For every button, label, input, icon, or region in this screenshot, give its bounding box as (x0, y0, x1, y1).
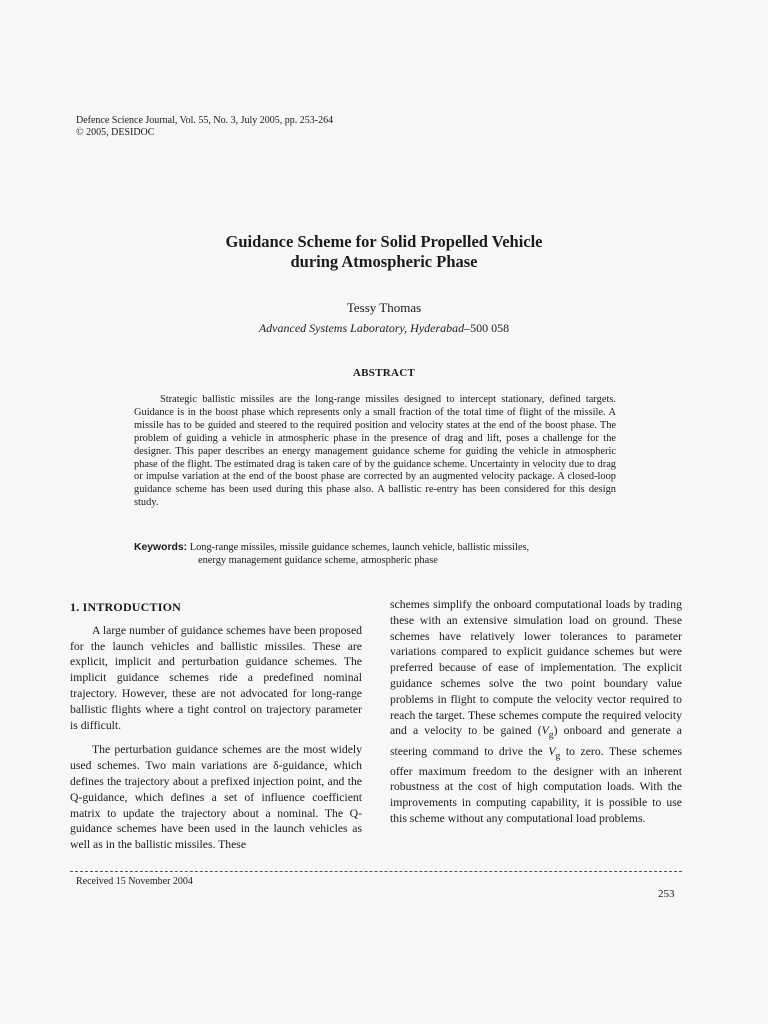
title-line-2: during Atmospheric Phase (290, 252, 478, 271)
abstract-heading: ABSTRACT (352, 367, 416, 379)
intro-paragraph-2: The perturbation guidance schemes are the most widely used schemes. Two main variations are δ-guidance, which defines the trajectory about a prefixed injection point, and the Q-guidance, which defines a set of influence coefficient matrix to update the trajectory about a nominal. The Q-guidance schemes have been used in the launch vehicles as well as in the ballistic missiles. These (70, 743, 362, 852)
journal-citation: Defence Science Journal, Vol. 55, No. 3, July 2005, pp. 253-264 (76, 115, 334, 126)
right-column (390, 597, 682, 836)
author-affiliation (0, 321, 768, 336)
abstract-text: Strategic ballistic missiles are the long-range missiles designed to intercept stationary, defined targets. Guidance is in the boost phase which represents only a small fraction of the total time of flight of the missile. A missile has to be guided and steered to the required position and velocity states at the end of the boost phase. The problem of guiding a vehicle in atmospheric phase in the presence of drag and lift, poses a challenge for the designer. This paper describes an energy management guidance scheme for guiding the vehicle in atmospheric phase of the flight. The estimated drag is taken care of by the guidance scheme. Uncertainty in velocity due to drag or impulse variation at the end of the boost phase are corrected by an augmented velocity package. A closed-loop guidance scheme has been used during this phase also. A ballistic re-entry has been considered for this design study. (134, 394, 616, 509)
paper-title (0, 232, 768, 272)
continued-text-part-1: schemes simplify the onboard computational loads by trading these with an extensive simulation load on ground. These schemes have relatively lower tolerances to parameter variations compared to explicit guidance schemes but were preferred because of ease of implementation. The explicit guidance schemes solve the two point boundary value problems in flight to compute the velocity vector required to reach the target. These schemes compute the required velocity and a velocity to be gained ( (390, 598, 682, 738)
affiliation-pin: 500 058 (470, 321, 510, 335)
keywords-block (134, 541, 616, 567)
continued-text-part-2: ) onboard and generate a steering command to drive the (390, 724, 682, 758)
received-date: Received 15 November 2004 (76, 876, 193, 887)
copyright-line: © 2005, DESIDOC (76, 127, 155, 138)
keywords-line-2: energy management guidance scheme, atmospheric phase (198, 555, 438, 566)
left-column (70, 600, 362, 862)
vg-subscript: g (548, 729, 554, 741)
journal-header (76, 115, 333, 139)
title-line-1: Guidance Scheme for Solid Propelled Vehicle (225, 232, 543, 251)
footer-divider (70, 871, 682, 872)
intro-paragraph-continued (390, 597, 682, 827)
keywords-line-1: Long-range missiles, missile guidance schemes, launch vehicle, ballistic missiles, (189, 542, 530, 553)
section-heading-introduction: 1. INTRODUCTION (70, 600, 182, 614)
keywords-label: Keywords: (134, 542, 188, 553)
vg-subscript-2: g (555, 749, 561, 761)
intro-paragraph-1: A large number of guidance schemes have been proposed for the launch vehicles and ballistic missiles. These are explicit, implicit and perturbation guidance schemes. The implicit guidance schemes ride a predefined nominal trajectory. However, these are not advocated for long-range ballistic flights where a tight control on trajectory parameter is difficult. (70, 623, 362, 732)
continued-text-part-3: to zero. These schemes offer maximum freedom to the designer with an inherent robustness at the cost of high computation loads. With the improvements in computing capability, it is possible to use this scheme without any computational load problems. (390, 744, 683, 826)
author-name: Tessy Thomas (346, 300, 422, 315)
vg-symbol-2: V (548, 744, 556, 758)
vg-symbol: V (541, 724, 549, 738)
affiliation-lab: Advanced Systems Laboratory, Hyderabad– (258, 321, 471, 335)
page-number: 253 (658, 888, 675, 900)
